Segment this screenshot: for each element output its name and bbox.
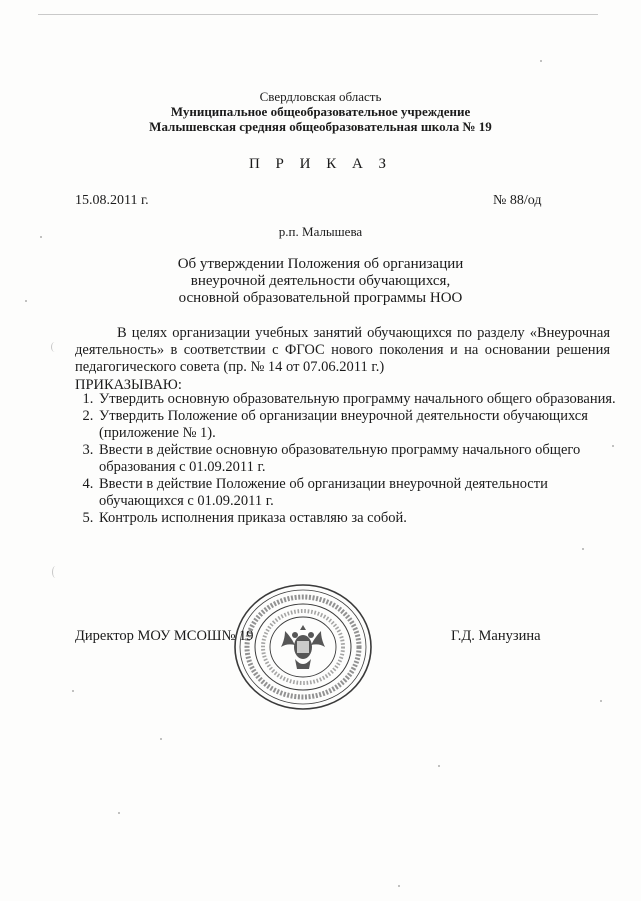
- order-word: ПРИКАЗЫВАЮ:: [75, 377, 182, 393]
- preamble-text: В целях организации учебных занятий обучающихся по разделу «Внеурочная деятельность» в соответствии с ФГОС нового поколения и на основании решения педагогического совета (пр. № 14 от 07.06.2011 г.): [75, 325, 610, 375]
- scan-speck: [40, 236, 42, 238]
- preamble-paragraph: [75, 325, 610, 376]
- signature-name: Г.Д. Манузина: [451, 628, 541, 644]
- order-item: 1. Утвердить основную образовательную программу начального общего образования.: [97, 391, 627, 408]
- order-date: 15.08.2011 г.: [75, 193, 149, 208]
- order-item: 3. Ввести в действие основную образовательную программу начального общего образования с 01.09.2011 г.: [97, 442, 627, 476]
- header-region: Свердловская область: [259, 89, 382, 104]
- scan-speck: [160, 738, 162, 740]
- scan-mark: [51, 342, 58, 352]
- header-school: Малышевская средняя общеобразовательная школа № 19: [149, 119, 492, 134]
- scan-speck: [582, 548, 584, 550]
- order-item: 2. Утвердить Положение об организации внеурочной деятельности обучающихся (приложение № 1).: [97, 408, 627, 442]
- subject-line-2: внеурочной деятельности обучающихся,: [190, 273, 451, 289]
- scan-speck: [118, 812, 120, 814]
- subject-line-3: основной образовательной программы НОО: [178, 290, 463, 306]
- scan-speck: [398, 885, 400, 887]
- document-title: П Р И К А З: [248, 156, 393, 172]
- subject-line-1: Об утверждении Положения об организации: [177, 256, 464, 272]
- header-institution: Муниципальное общеобразовательное учреждение: [170, 104, 471, 119]
- scan-speck: [25, 300, 27, 302]
- scan-edge-line: [38, 14, 598, 15]
- scan-mark: [52, 566, 59, 578]
- signature-position: Директор МОУ МСОШ№ 19: [75, 628, 254, 644]
- order-item: 4. Ввести в действие Положение об организации внеурочной деятельности обучающихся с 01.09.2011 г.: [97, 476, 627, 510]
- scan-speck: [600, 700, 602, 702]
- scan-speck: [540, 60, 542, 62]
- scan-speck: [612, 445, 614, 447]
- order-place: р.п. Малышева: [278, 224, 363, 239]
- scan-speck: [72, 690, 74, 692]
- order-items-list: [75, 391, 627, 527]
- official-seal-stamp: [233, 583, 373, 711]
- scan-speck: [438, 765, 440, 767]
- order-number: № 88/од: [493, 193, 542, 208]
- order-item: 5. Контроль исполнения приказа оставляю за собой.: [97, 510, 627, 527]
